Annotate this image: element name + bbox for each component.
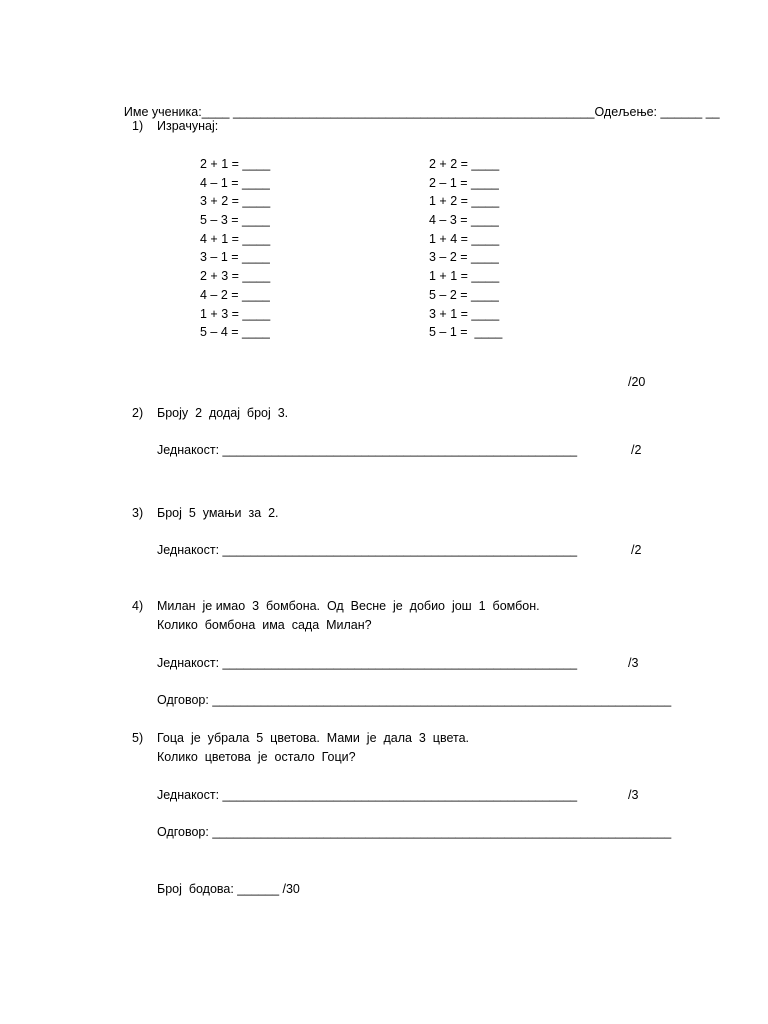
task4-score: /3 (628, 656, 639, 670)
task1-left-item: 3 + 2 = ____ (200, 194, 271, 209)
task2-number: 2) (132, 406, 144, 420)
task1-right-item: 2 – 1 = ____ (429, 175, 499, 190)
task1-score: /20 (628, 375, 646, 389)
task1-number: 1) (132, 119, 144, 133)
total-points-line: Број бодова: ______ /30 (157, 882, 300, 896)
task1-left-item: 4 – 1 = ____ (200, 175, 270, 190)
task1-left-item: 5 – 3 = ____ (200, 213, 270, 228)
task5-score: /3 (628, 788, 639, 802)
task1-right-item: 1 + 4 = ____ (429, 231, 500, 246)
task1-left-item: 5 – 4 = ____ (200, 325, 270, 340)
task1-title: Израчунај: (157, 119, 219, 133)
task1-right-item: 1 + 1 = ____ (429, 269, 500, 284)
task4-answer-line: Одговор: __________________________________________________________________ (157, 693, 672, 707)
student-name-label: Име ученика: (123, 105, 202, 119)
task1-left-item: 2 + 1 = ____ (200, 157, 271, 171)
task1-right-item: 5 – 1 = ____ (429, 325, 503, 340)
task1-right-item: 2 + 2 = ____ (429, 157, 500, 171)
task4-text-line1: Милан је имао 3 бомбона. Од Весне је добио још 1 бомбон. (157, 599, 540, 613)
task5-answer-line: Одговор: __________________________________________________________________ (157, 825, 672, 839)
task1-right-item: 3 + 1 = ____ (429, 306, 500, 321)
task3-equation-line: Једнакост: ___________________________________________________ (157, 543, 578, 557)
task1-left-item: 4 – 2 = ____ (200, 287, 270, 302)
task2-equation-line: Једнакост: ___________________________________________________ (157, 443, 578, 457)
task2-score: /2 (631, 443, 642, 457)
task1-left-item: 3 – 1 = ____ (200, 250, 270, 265)
task2-text: Броју 2 додај број 3. (157, 406, 289, 420)
task1-right-item: 5 – 2 = ____ (429, 287, 499, 302)
task5-number: 5) (132, 731, 144, 745)
task4-number: 4) (132, 599, 144, 613)
task5-equation-line: Једнакост: ___________________________________________________ (157, 788, 578, 802)
task3-text: Број 5 умањи за 2. (157, 506, 279, 520)
class-blank: ______ __ (660, 105, 720, 119)
task5-text-line1: Гоца је убрала 5 цветова. Мами је дала 3 цвета. (157, 731, 470, 745)
student-name-blank: ____ ____________________________________________________ (201, 105, 595, 119)
task3-number: 3) (132, 506, 144, 520)
task1-left-column (200, 156, 270, 340)
task1-left-item: 1 + 3 = ____ (200, 306, 271, 321)
task4-text-line2: Колико бомбона има сада Милан? (157, 618, 372, 632)
task1-right-column (429, 156, 502, 340)
task1-right-item: 4 – 3 = ____ (429, 213, 499, 228)
task1-right-item: 1 + 2 = ____ (429, 194, 500, 209)
task3-score: /2 (631, 543, 642, 557)
task4-equation-line: Једнакост: ___________________________________________________ (157, 656, 578, 670)
task1-right-item: 3 – 2 = ____ (429, 250, 499, 265)
task1-left-item: 4 + 1 = ____ (200, 231, 271, 246)
class-label: Одељење: (594, 105, 658, 119)
task1-left-item: 2 + 3 = ____ (200, 269, 271, 284)
task5-text-line2: Колико цветова је остало Гоци? (157, 750, 356, 764)
